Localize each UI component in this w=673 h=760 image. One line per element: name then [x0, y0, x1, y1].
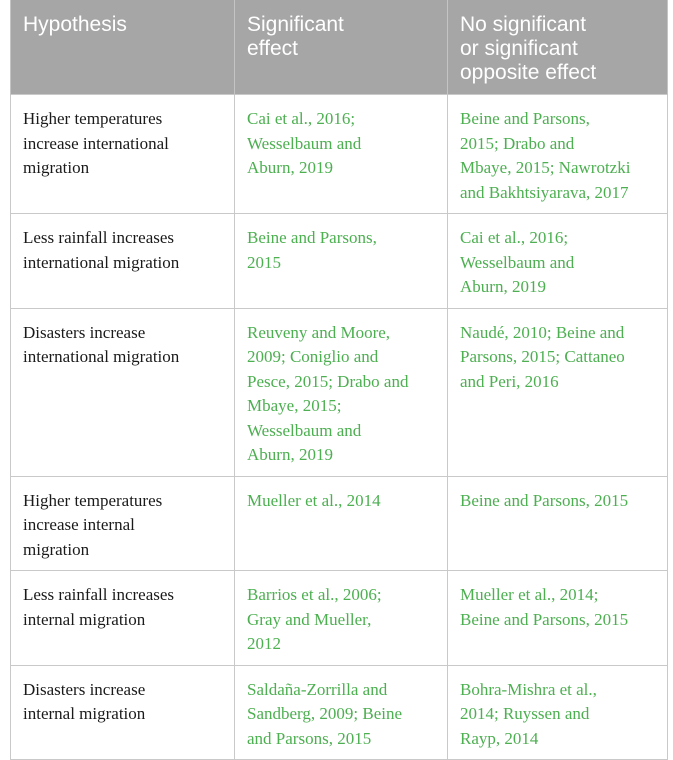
header-text: opposite effect [460, 61, 597, 84]
reference-link[interactable]: Bohra-Mishra et al., [460, 679, 597, 699]
reference-link[interactable]: 2014; Ruyssen and [460, 704, 590, 723]
reference-link[interactable]: Mbaye, 2015; [247, 396, 342, 415]
hypothesis-cell [11, 571, 235, 666]
reference-link[interactable]: Parsons, 2015; Cattaneo [460, 347, 625, 366]
no-significant-effect-cell [448, 95, 668, 214]
reference-link[interactable]: Saldaña-Zorrilla and [247, 679, 388, 699]
header-text: or significant [460, 37, 578, 60]
cell-line: Disasters increase [23, 322, 146, 342]
header-text: Significant [247, 13, 344, 36]
reference-link[interactable]: Cai et al., 2016; [460, 228, 569, 247]
reference-link[interactable]: Rayp, 2014 [460, 728, 539, 748]
cell-line: Less rainfall increases [23, 585, 175, 604]
significant-effect-cell [235, 571, 448, 666]
reference-link[interactable]: 2009; Coniglio and [247, 347, 379, 366]
reference-link[interactable]: Mueller et al., 2014; [460, 585, 599, 604]
reference-link[interactable]: Mbaye, 2015; Nawrotzki [460, 158, 631, 177]
hypothesis-cell [11, 476, 235, 571]
cell-line: Disasters increase [23, 679, 146, 699]
reference-link[interactable]: and Peri, 2016 [460, 371, 559, 391]
cell-line: Less rainfall increases [23, 228, 175, 247]
reference-link[interactable]: Reuveny and Moore, [247, 322, 391, 342]
cell-line: migration [23, 539, 90, 559]
significant-effect-cell [235, 214, 448, 309]
cell-line: increase international [23, 133, 169, 153]
reference-link[interactable]: Barrios et al., 2006; [247, 585, 382, 604]
table-row [11, 308, 668, 476]
no-significant-effect-cell [448, 571, 668, 666]
cell-line: internal migration [23, 609, 146, 629]
no-significant-effect-cell [448, 476, 668, 571]
cell-line: international migration [23, 347, 180, 366]
reference-link[interactable]: Gray and Mueller, [247, 609, 372, 629]
header-text: effect [247, 37, 298, 60]
no-significant-effect-cell [448, 665, 668, 760]
reference-link[interactable]: Beine and Parsons, 2015 [460, 490, 629, 510]
table-row [11, 95, 668, 214]
cell-line: Higher temperatures [23, 109, 163, 128]
reference-link[interactable]: 2015 [247, 252, 281, 272]
no-significant-effect-cell [448, 214, 668, 309]
cell-line: Higher temperatures [23, 490, 163, 510]
table-row [11, 476, 668, 571]
cell-line: international migration [23, 252, 180, 272]
hypothesis-cell [11, 308, 235, 476]
header-significant-effect [235, 0, 448, 95]
reference-link[interactable]: Beine and Parsons, [460, 109, 590, 128]
table-row [11, 214, 668, 309]
reference-link[interactable]: Pesce, 2015; Drabo and [247, 371, 409, 391]
header-hypothesis [11, 0, 235, 95]
reference-link[interactable]: and Bakhtsiyarava, 2017 [460, 182, 629, 202]
table-row [11, 665, 668, 760]
hypothesis-cell [11, 665, 235, 760]
header-row [11, 0, 668, 95]
reference-link[interactable]: Beine and Parsons, 2015 [460, 609, 629, 629]
significant-effect-cell [235, 476, 448, 571]
significant-effect-cell [235, 665, 448, 760]
hypothesis-cell [11, 95, 235, 214]
reference-link[interactable]: and Parsons, 2015 [247, 728, 372, 748]
header-text: Hypothesis [23, 13, 127, 36]
reference-link[interactable]: Naudé, 2010; Beine and [460, 322, 625, 342]
header-text: No significant [460, 13, 587, 36]
reference-link[interactable]: Sandberg, 2009; Beine [247, 704, 403, 723]
reference-link[interactable]: Mueller et al., 2014 [247, 490, 381, 510]
reference-link[interactable]: Aburn, 2019 [460, 277, 546, 296]
hypothesis-cell [11, 214, 235, 309]
reference-link[interactable]: Wesselbaum and [460, 252, 575, 272]
reference-link[interactable]: Aburn, 2019 [247, 445, 333, 464]
reference-link[interactable]: Aburn, 2019 [247, 158, 333, 177]
reference-link[interactable]: 2012 [247, 634, 281, 653]
cell-line: internal migration [23, 704, 146, 723]
reference-link[interactable]: Beine and Parsons, [247, 228, 377, 247]
significant-effect-cell [235, 95, 448, 214]
reference-link[interactable]: 2015; Drabo and [460, 133, 575, 153]
no-significant-effect-cell [448, 308, 668, 476]
cell-line: increase internal [23, 515, 135, 534]
table-row [11, 571, 668, 666]
significant-effect-cell [235, 308, 448, 476]
header-no-significant-effect [448, 0, 668, 95]
reference-link[interactable]: Cai et al., 2016; [247, 109, 356, 128]
cell-line: migration [23, 158, 90, 177]
reference-link[interactable]: Wesselbaum and [247, 420, 362, 440]
hypothesis-table [10, 0, 668, 760]
reference-link[interactable]: Wesselbaum and [247, 133, 362, 153]
